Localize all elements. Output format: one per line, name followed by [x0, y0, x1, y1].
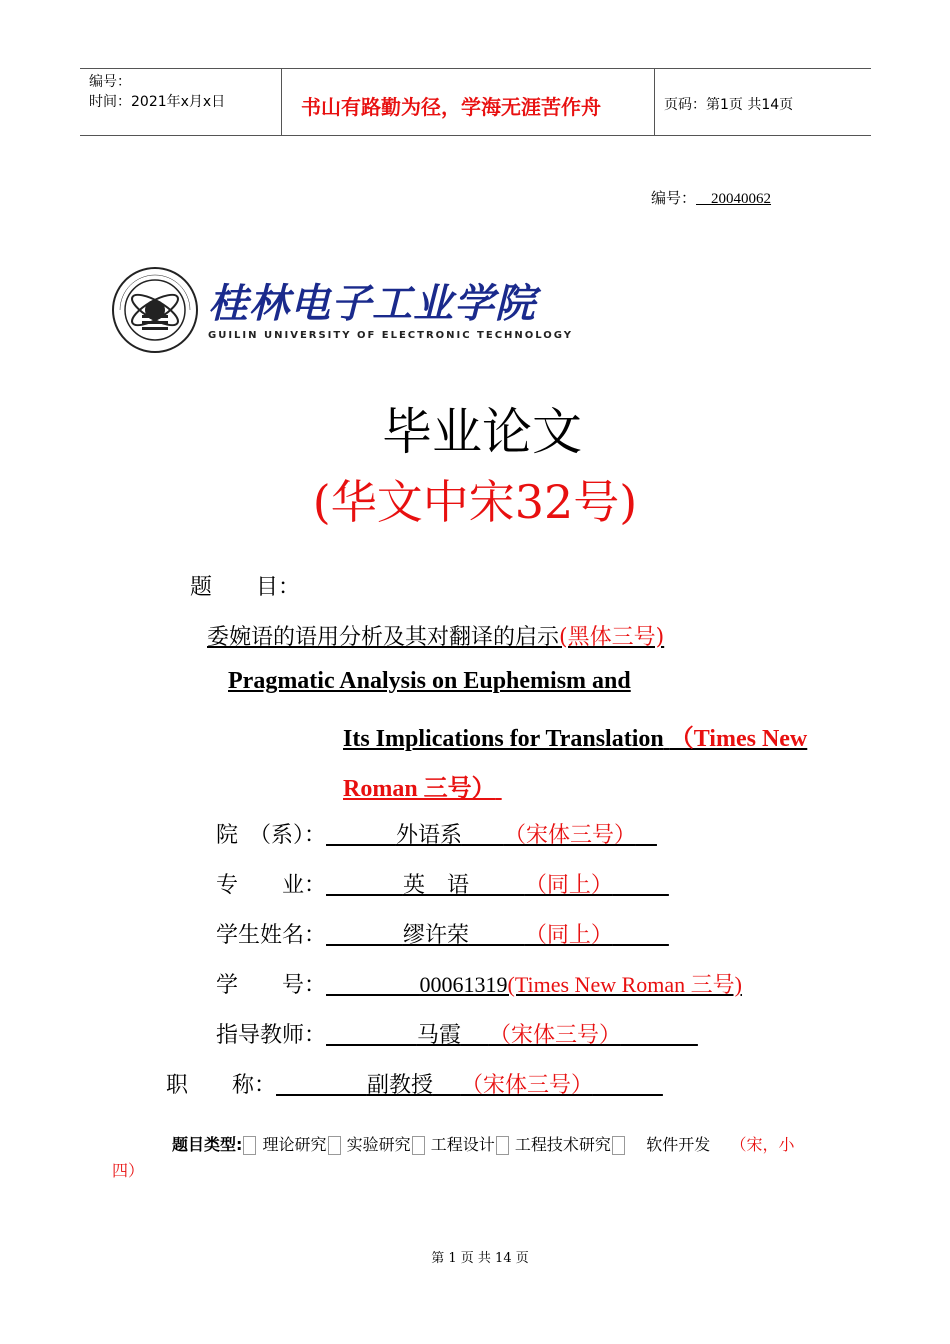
topic-label: 题 目： — [190, 575, 301, 600]
page-header — [80, 68, 871, 136]
topic-type-row — [172, 1132, 795, 1155]
field-student-name: 学生姓名： 缪许荣 （同上） — [216, 923, 613, 948]
checkbox-engineering-research[interactable] — [496, 1136, 509, 1155]
topic-en-line2: Its Implications for Translation （Times New — [343, 726, 808, 752]
school-seal-icon — [110, 265, 200, 355]
header-page-info: 页码：第1页 共14页 — [664, 97, 794, 113]
topic-type-note: （宋，小 — [730, 1135, 795, 1154]
header-divider — [281, 69, 282, 135]
option-engineering-research: 工程技术研究 — [514, 1135, 611, 1154]
topic-en-note2: Roman 三号） — [343, 776, 496, 802]
thesis-title: 毕业论文 — [382, 403, 582, 461]
school-name-en: GUILIN UNIVERSITY OF ELECTRONIC TECHNOLOGY — [208, 330, 574, 341]
topic-type-label: 题目类型: — [172, 1135, 243, 1154]
topic-cn — [207, 620, 664, 651]
checkbox-experiment[interactable] — [328, 1136, 341, 1155]
topic-cn-note: (黑体三号) — [559, 625, 665, 650]
serial-value: 20040062 — [711, 191, 772, 207]
field-student-id: 学 号： 00061319(Times New Roman 三号) — [216, 972, 742, 998]
serial-label: 编号： — [651, 189, 697, 207]
school-name-cn: 桂林电子工业学院 — [208, 280, 536, 327]
option-software: 软件开发 — [646, 1135, 711, 1154]
page-footer: 第 1 页 共 14 页 — [431, 1251, 529, 1266]
option-experiment: 实验研究 — [346, 1135, 411, 1154]
field-title-rank: 职 称： 副教授 （宋体三号） — [166, 1073, 593, 1098]
field-supervisor: 指导教师： 马霞 （宋体三号） — [216, 1023, 621, 1048]
title-font-note: (华文中宋32号) — [312, 475, 638, 529]
topic-en-line1: Pragmatic Analysis on Euphemism and — [228, 668, 631, 694]
header-divider — [654, 69, 655, 135]
field-department: 院 （系）： 外语系 （宋体三号） — [216, 823, 636, 848]
header-motto: 书山有路勤为径，学海无涯苦作舟 — [301, 95, 601, 119]
option-engineering-design: 工程设计 — [430, 1135, 495, 1154]
option-theory: 理论研究 — [262, 1135, 327, 1154]
checkbox-theory[interactable] — [243, 1136, 256, 1155]
checkbox-software[interactable] — [612, 1136, 625, 1155]
field-major: 专 业： 英 语 （同上） — [216, 873, 613, 898]
topic-type-note2: 四） — [112, 1161, 145, 1180]
topic-en-note: （Times New — [669, 726, 808, 752]
header-time: 时间：2021年x月x日 — [89, 94, 226, 110]
serial-number — [651, 187, 771, 208]
header-code-label: 编号： — [89, 74, 131, 90]
checkbox-engineering-design[interactable] — [412, 1136, 425, 1155]
topic-cn-title: 委婉语的语用分析及其对翻译的启示 — [207, 625, 560, 650]
